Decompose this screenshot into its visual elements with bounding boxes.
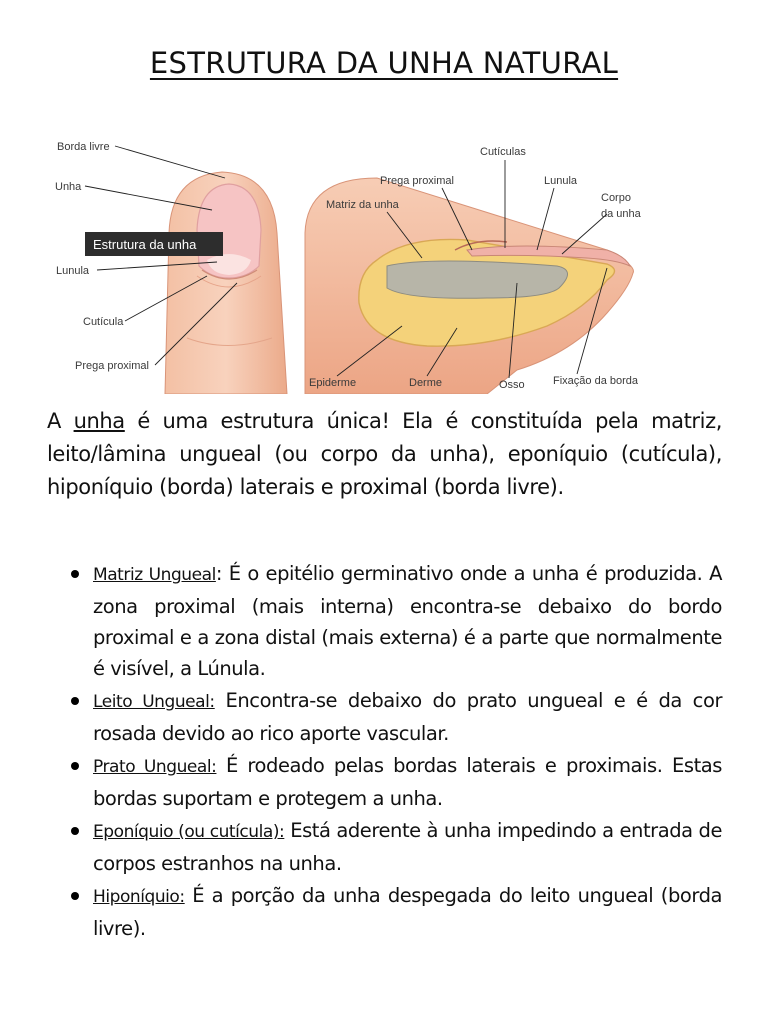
label-fixacao: Fixação da borda — [553, 375, 638, 387]
nail-structure-illustration — [47, 138, 649, 394]
term-eponiquio: Eponíquio (ou cutícula): — [93, 822, 285, 842]
term-leito-ungueal: Leito Ungueal: — [93, 692, 215, 712]
label-prega-proximal-left: Prega proximal — [75, 360, 149, 372]
intro-paragraph — [47, 405, 722, 504]
label-da-unha: da unha — [601, 208, 641, 220]
bullet-icon — [71, 827, 79, 835]
bullet-icon — [71, 570, 79, 578]
page-title: ESTRUTURA DA UNHA NATURAL — [149, 46, 619, 80]
label-epiderme: Epiderme — [309, 377, 357, 389]
label-unha: Unha — [55, 181, 82, 193]
definition-text: Está aderente à unha impedindo a entrada de corpos estranhos na unha. — [93, 819, 723, 875]
list-item — [47, 750, 722, 814]
definition-text: É rodeado pelas bordas laterais e proximais. Estas bordas suportam e protegem a unha. — [93, 754, 723, 810]
definition-text: É a porção da unha despegada do leito ungueal (borda livre). — [93, 884, 723, 940]
definition-text: É o epitélio germinativo onde a unha é produzida. A zona proximal (mais interna) encontra-se debaixo do bordo proximal e a zona distal (mais externa) é a parte que normalmente é visível, a Lúnula. — [93, 562, 723, 680]
label-corpo: Corpo — [601, 192, 631, 204]
finger-front-view — [165, 172, 287, 394]
label-cuticula: Cutícula — [83, 316, 124, 328]
label-osso: Osso — [499, 379, 525, 391]
term-separator: : — [215, 562, 229, 585]
list-item — [47, 815, 722, 879]
bullet-icon — [71, 697, 79, 705]
intro-after: é uma estrutura única! Ela é constituída pela matriz, leito/lâmina ungueal (ou corpo da unha), eponíquio (cutícula), hiponíquio (borda) laterais e proximal (borda livre). — [47, 409, 722, 499]
intro-unha-link[interactable]: unha — [73, 409, 125, 433]
term-matriz-ungueal: Matriz Ungueal — [93, 565, 216, 585]
definitions-list — [47, 558, 722, 945]
banner-label: Estrutura da unha — [93, 237, 197, 252]
label-prega-proximal-right: Prega proximal — [380, 175, 454, 187]
intro-before: A — [47, 409, 74, 433]
label-borda-livre: Borda livre — [57, 141, 110, 153]
bullet-icon — [71, 892, 79, 900]
list-item — [47, 685, 722, 749]
definition-text: Encontra-se debaixo do prato ungueal e é da cor rosada devido ao rico aporte vascular. — [93, 689, 723, 745]
term-prato-ungueal: Prato Ungueal: — [93, 757, 217, 777]
bullet-icon — [71, 762, 79, 770]
term-hiponiquio: Hiponíquio: — [93, 887, 185, 907]
list-item — [47, 558, 722, 684]
label-cuticulas: Cutículas — [480, 146, 526, 158]
label-lunula-right: Lunula — [544, 175, 578, 187]
list-item — [47, 880, 722, 944]
term-separator — [215, 689, 226, 712]
term-separator — [216, 754, 226, 777]
label-lunula-left: Lunula — [56, 265, 90, 277]
label-matriz: Matriz da unha — [326, 199, 399, 211]
label-derme: Derme — [409, 377, 443, 389]
